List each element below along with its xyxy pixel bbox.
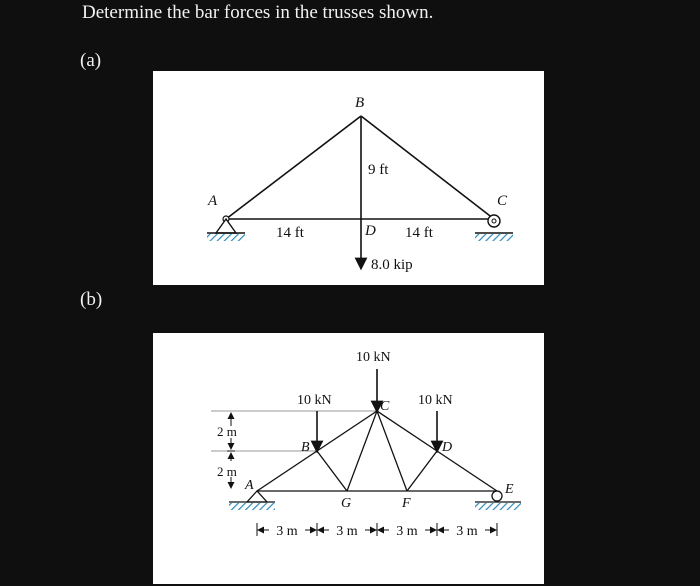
member-ab	[226, 116, 361, 219]
load-label: 8.0 kip	[371, 257, 413, 273]
height-dimension: 9 ft	[368, 162, 389, 178]
span-label: 3 m	[276, 524, 298, 539]
height-lower-label: 2 m	[217, 464, 237, 479]
span-label: 3 m	[456, 524, 478, 539]
height-upper-label: 2 m	[217, 424, 237, 439]
node-label-c: C	[497, 193, 508, 209]
truss-a-figure	[153, 71, 544, 285]
pin-support-a	[229, 491, 275, 510]
node-label-c: C	[380, 399, 390, 414]
node-label-a: A	[208, 193, 218, 209]
right-span-dimension: 14 ft	[405, 225, 433, 241]
node-label-f: F	[402, 496, 411, 511]
node-label-g: G	[341, 496, 352, 511]
truss-b-figure	[153, 333, 544, 584]
node-label-b: B	[355, 95, 365, 111]
span-label: 3 m	[396, 524, 418, 539]
load-label-d: 10 kN	[418, 393, 453, 408]
load-label-b: 10 kN	[297, 393, 332, 408]
node-label-d: D	[365, 223, 376, 239]
part-a-label: (a)	[80, 50, 102, 71]
node-label-d: D	[442, 440, 453, 455]
roller-support-e	[475, 491, 521, 510]
node-label-b: B	[301, 440, 310, 455]
question-title: Determine the bar forces in the trusses shown.	[82, 2, 434, 23]
node-label-e: E	[505, 482, 514, 497]
node-label-a: A	[245, 478, 254, 493]
left-span-dimension: 14 ft	[276, 225, 304, 241]
part-b-label: (b)	[80, 289, 103, 310]
span-label: 3 m	[336, 524, 358, 539]
load-label-c: 10 kN	[356, 350, 391, 365]
